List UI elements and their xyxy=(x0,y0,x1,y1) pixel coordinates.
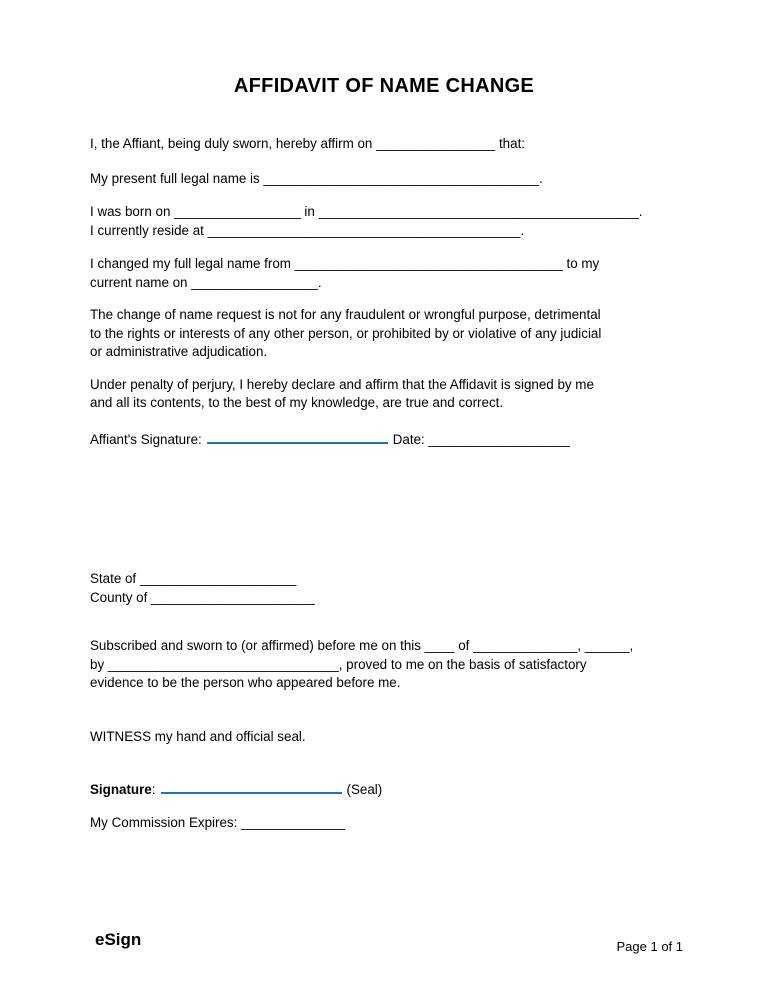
notary-signature-label: Signature xyxy=(90,782,152,797)
notary-jurisdiction-block xyxy=(90,570,678,607)
sworn-statement-paragraph xyxy=(90,637,678,693)
witness-line: WITNESS my hand and official seal. xyxy=(90,728,306,744)
sworn-line-1: Subscribed and sworn to (or affirmed) before me on this ____ of ______________, ______, xyxy=(90,638,634,653)
esign-logo: eSign xyxy=(95,930,142,949)
date-blank: ___________________ xyxy=(428,431,570,447)
purpose-line-3: or administrative adjudication. xyxy=(90,344,268,359)
notary-signature-colon: : xyxy=(151,782,156,797)
notary-signature-row xyxy=(90,779,678,800)
affiant-signature-label: Affiant's Signature: xyxy=(90,431,202,447)
page-indicator: Page 1 of 1 xyxy=(616,939,683,954)
perjury-paragraph xyxy=(90,376,678,413)
notary-signature-field[interactable] xyxy=(161,779,342,794)
commission-expires-line: My Commission Expires: ______________ xyxy=(90,814,346,830)
change-line-1: I changed my full legal name from ____________________________________ to my xyxy=(90,256,600,271)
sworn-line-3: evidence to be the person who appeared before me. xyxy=(90,675,401,690)
state-line: State of _____________________ xyxy=(90,571,297,586)
change-line-2: current name on _________________. xyxy=(90,274,322,290)
purpose-line-2: to the rights or interests of any other person, or prohibited by or violative of any judicial xyxy=(90,325,602,341)
affiant-signature-row xyxy=(90,429,678,450)
birth-residence-paragraph xyxy=(90,203,678,240)
page-title: AFFIDAVIT OF NAME CHANGE xyxy=(233,75,535,97)
purpose-paragraph xyxy=(90,306,678,362)
present-name-line: My present full legal name is _____________________________________. xyxy=(90,170,543,186)
date-label: Date: xyxy=(392,431,425,447)
name-change-paragraph xyxy=(90,255,678,292)
birth-line: I was born on _________________ in ___________________________________________. xyxy=(90,204,643,219)
perjury-line-1: Under penalty of perjury, I hereby declare and affirm that the Affidavit is signed by me xyxy=(90,376,594,392)
seal-note: (Seal) xyxy=(346,782,383,797)
purpose-line-1: The change of name request is not for any fraudulent or wrongful purpose, detrimental xyxy=(90,307,601,322)
residence-line: I currently reside at __________________________________________. xyxy=(90,222,525,238)
county-line: County of ______________________ xyxy=(90,589,315,605)
sworn-line-2: by _______________________________, proved to me on the basis of satisfactory xyxy=(90,656,587,672)
affirmation-line: I, the Affiant, being duly sworn, hereby affirm on ________________ that: xyxy=(90,136,526,151)
affiant-signature-field[interactable] xyxy=(207,429,388,444)
perjury-line-2: and all its contents, to the best of my knowledge, are true and correct. xyxy=(90,395,504,410)
